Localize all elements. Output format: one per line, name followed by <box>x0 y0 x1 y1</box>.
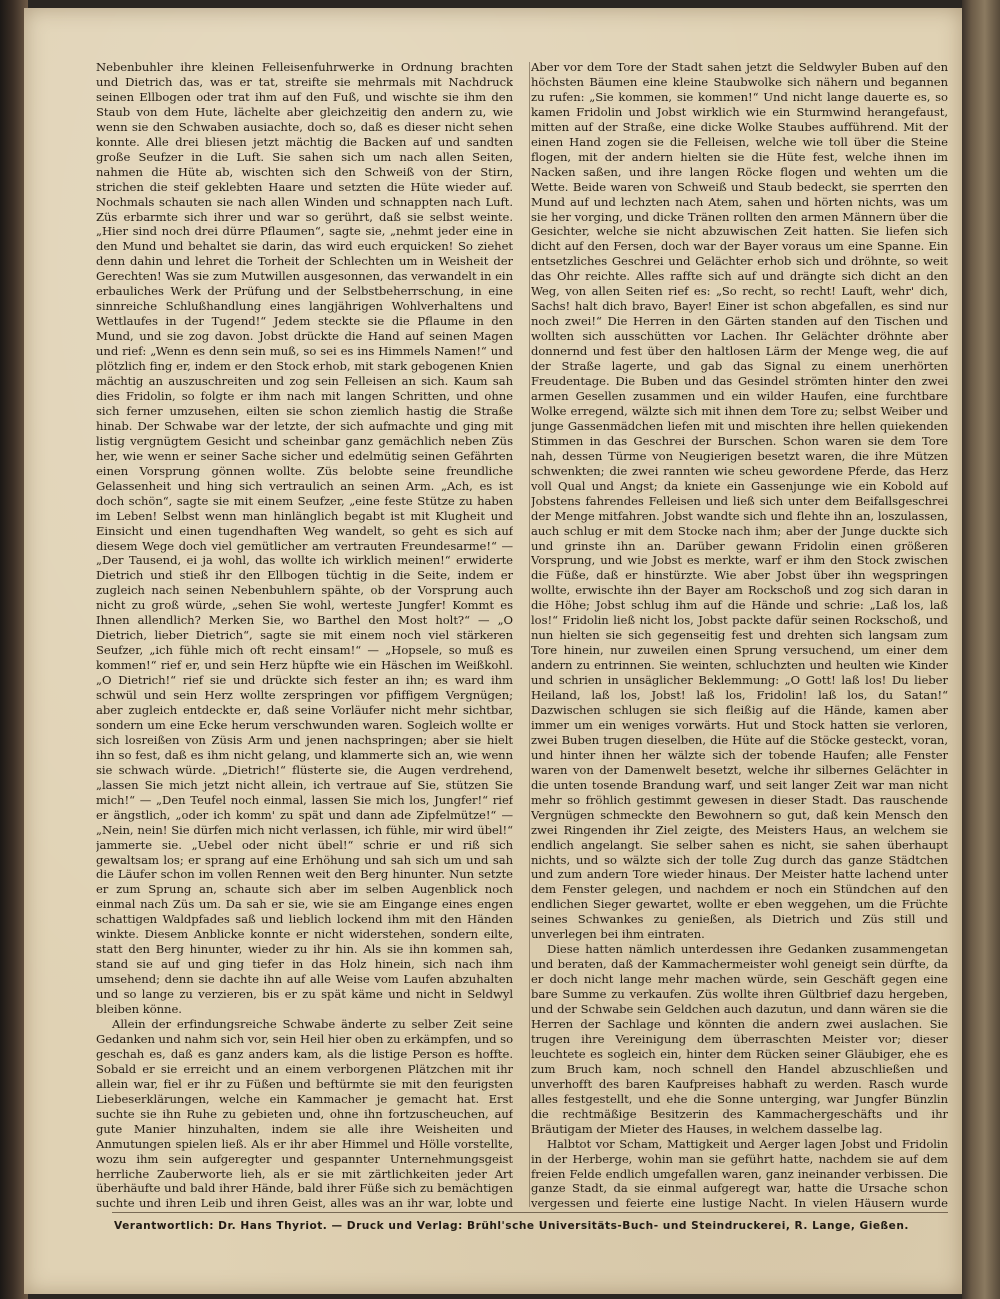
facing-page-edge <box>962 0 1000 1299</box>
right-column <box>531 60 948 1210</box>
right-paragraph-2: Diese hatten nämlich unterdessen ihre Gedanken zusammengetan und beraten, daß der Kammachermeister wohl geneigt sein dürfte, da er doch nicht lange mehr machen würde, sein Geschäft gegen eine bare Summe zu verkaufen. Züs wollte ihren Gültbrief dazu hergeben, und der Schwabe sein Geldchen auch dazutun, und dann wären sie die Herren der Sachlage und könnten die andern zwei auslachen. Sie trugen ihre Vereinigung dem überraschten Meister vor; dieser leuchtete es sogleich ein, hinter dem Rücken seiner Gläubiger, ehe es zum Bruch kam, noch schnell den Handel abzuschließen und unverhofft des baren Kaufpreises habhaft zu werden. Rasch wurde alles festgestellt, und ehe die Sonne unterging, war Jungfer Bünzlin die rechtmäßige Besitzerin des Kammachergeschäfts und ihr Bräutigam der Mieter des Hauses, in welchem dasselbe lag. <box>531 942 948 1136</box>
right-paragraph-1: Aber vor dem Tore der Stadt sahen jetzt die Seldwyler Buben auf den höchsten Bäumen eine kleine Staubwolke sich nähern und begannen zu rufen: „Sie kommen, sie kommen!“ Und nicht lange dauerte es, so kamen Fridolin und Jobst wirklich wie ein Sturmwind herangefaust, mitten auf der Straße, eine dicke Wolke Staubes aufführend. Mit der einen Hand zogen sie die Felleisen, welche wie toll über die Steine flogen, mit der andern hielten sie die Hüte fest, welche ihnen im Nacken saßen, und ihre langen Röcke flogen und wehten um die Wette. Beide waren von Schweiß und Staub bedeckt, sie sperrten den Mund auf und lechzten nach Atem, sahen und hörten nichts, was um sie her vorging, und dicke Tränen rollten den armen Männern über die Gesichter, welche sie nicht abzuwischen Zeit hatten. Sie liefen sich dicht auf den Fersen, doch war der Bayer voraus um eine Spanne. Ein entsetzliches Geschrei und Gelächter erhob sich und dröhnte, so weit das Ohr reichte. Alles raffte sich auf und drängte sich dicht an den Weg, von allen Seiten rief es: „So recht, so recht! Lauft, wehr' dich, Sachs! halt dich bravo, Bayer! Einer ist schon abgefallen, es sind nur noch zwei!“ Die Herren in den Gärten standen auf den Tischen und wollten sich ausschütten vor Lachen. Ihr Gelächter dröhnte aber donnernd und fest über den haltlosen Lärm der Menge weg, die auf der Straße lagerte, und gab das Signal zu einem unerhörten Freudentage. Die Buben und das Gesindel strömten hinter den zwei armen Gesellen zusammen und ein wilder Haufen, eine furchtbare Wolke erregend, wälzte sich mit ihnen dem Tore zu; selbst Weiber und junge Gassenmädchen liefen mit und mischten ihre hellen quiekenden Stimmen in das Geschrei der Burschen. Schon waren sie dem Tore nah, dessen Türme von Neugierigen besetzt waren, die ihre Mützen schwenkten; die zwei rannten wie scheu gewordene Pferde, das Herz voll Qual und Angst; da kniete ein Gassenjunge wie ein Kobold auf Jobstens fahrendes Felleisen und ließ sich unter dem Beifallsgeschrei der Menge mitfahren. Jobst wandte sich und flehte ihn an, loszulassen, auch schlug er mit dem Stocke nach ihm; aber der Junge duckte sich und grinste ihn an. Darüber gewann Fridolin einen größeren Vorsprung, und wie Jobst es merkte, warf er ihm den Stock zwischen die Füße, daß er hinstürzte. Wie aber Jobst über ihn wegspringen wollte, erwischte ihn der Bayer am Rockschoß und zog sich daran in die Höhe; Jobst schlug ihm auf die Hände und schrie: „Laß los, laß los!“ Fridolin ließ nicht los, Jobst packte dafür seinen Rockschoß, und nun hielten sie sich gegenseitig fest und drehten sich langsam zum Tore hinein, nur zuweilen einen Sprung versuchend, um einer dem andern zu entrinnen. Sie weinten, schluchzten und heulten wie Kinder und schrien in unsäglicher Beklemmung: „O Gott! laß los! Du lieber Heiland, laß los, Jobst! laß los, Fridolin! laß los, du Satan!“ Dazwischen schlugen sie sich fleißig auf die Hände, kamen aber immer um ein weniges vorwärts. Hut und Stock hatten sie verloren, zwei Buben trugen dieselben, die Hüte auf die Stöcke gesteckt, voran, und hinter ihnen her wälzte sich der tobende Haufen; alle Fenster waren von der Damenwelt besetzt, welche ihr silbernes Gelächter in die unten tosende Brandung warf, und seit langer Zeit war man nicht mehr so fröhlich gestimmt gewesen in dieser Stadt. Das rauschende Vergnügen schmeckte den Bewohnern so gut, daß kein Mensch den zwei Ringenden ihr Ziel zeigte, des Meisters Haus, an welchem sie endlich angelangt. Sie selber sahen es nicht, sie sahen überhaupt nichts, und so wälzte sich der tolle Zug durch das ganze Städtchen und zum andern Tore wieder hinaus. Der Meister hatte lachend unter dem Fenster gelegen, und nachdem er noch ein Stündchen auf den endlichen Sieger gewartet, wollte er eben weggehen, um die Früchte seines Schwankes zu genießen, als Dietrich und Züs still und unverlegen bei ihm eintraten. <box>531 60 948 942</box>
left-paragraph-2: Allein der erfindungsreiche Schwabe änderte zu selber Zeit seine Gedanken und nahm sich vor, sein Heil hier oben zu erkämpfen, und so geschah es, daß es ganz anders kam, als die listige Person es hoffte. Sobald er sie erreicht und an einem verborgenen Plätzchen mit ihr allein war, fiel er ihr zu Füßen und beftürmte sie mit den feurigsten Liebeserklärungen, welche ein Kammacher je gemacht hat. Erst suchte sie ihn Ruhe zu gebieten und, ohne ihn fortzuscheuchen, auf gute Manier hinzuhalten, indem sie alle ihre Weisheiten und Anmutungen spielen ließ. Als er ihr aber Himmel und Hölle vorstellte, wozu ihm sein aufgeregter und gespannter Unternehmungsgeist herrliche Zauberworte lieh, als er sie mit zärtlichkeiten jeder Art überhäufte und bald ihrer Hände, bald ihrer Füße sich zu bemächtigen suchte und ihren Leib und ihren Geist, alles was an ihr war, lobte und <box>96 1017 513 1210</box>
left-paragraph-1: Nebenbuhler ihre kleinen Felleisenfuhrwerke in Ordnung brachten und Dietrich das, was er tat, streifte sie mehrmals mit Nachdruck seinen Ellbogen oder trat ihm auf den Fuß, und wischte sie ihm den Staub von dem Hute, lächelte aber gleichzeitig den andern zu, wie wenn sie den Schwaben ausiachte, doch so, daß es dieser nicht sehen konnte. Alle drei bliesen jetzt mächtig die Backen auf und sandten große Seufzer in die Luft. Sie sahen sich um nach allen Seiten, nahmen die Hüte ab, wischten sich den Schweiß von der Stirn, strichen die steif geklebten Haare und setzten die Hüte wieder auf. Nochmals schauten sie nach allen Winden und schnappten nach Luft. Züs erbarmte sich ihrer und war so gerührt, daß sie selbst weinte. „Hier sind noch drei dürre Pflaumen“, sagte sie, „nehmt jeder eine in den Mund und behaltet sie darin, das wird euch erquicken! So ziehet denn dahin und lehret die Torheit der Schlechten um in Weisheit der Gerechten! Was sie zum Mutwillen ausgesonnen, das verwandelt in ein erbauliches Werk der Prüfung und der Selbstbeherrschung, in eine sinnreiche Schlußhandlung eines langjährigen Wohlverhaltens und Wettlaufes in der Tugend!“ Jedem steckte sie die Pflaume in den Mund, und sie zog davon. Jobst drückte die Hand auf seinen Magen und rief: „Wenn es denn sein muß, so sei es ins Himmels Namen!“ und plötzlich fing er, indem er den Stock erhob, mit stark gebogenen Knien mächtig an auszuschreiten und zog sein Felleisen an sich. Kaum sah dies Fridolin, so folgte er ihm nach mit langen Schritten, und ohne sich ferner umzusehen, eilten sie schon ziemlich hastig die Straße hinab. Der Schwabe war der letzte, der sich aufmachte und ging mit listig vergnügtem Gesicht und scheinbar ganz gemächlich neben Züs her, wie wenn er seiner Sache sicher und edelmütig seinen Gefährten einen Vorsprung gönnen wollte. Züs belobte seine freundliche Gelassenheit und hing sich vertraulich an seinen Arm. „Ach, es ist doch schön“, sagte sie mit einem Seufzer, „eine feste Stütze zu haben im Leben! Selbst wenn man hinlänglich begabt ist mit Klugheit und Einsicht und einen tugendhaften Weg wandelt, so geht es sich auf diesem Wege doch viel gemütlicher am vertrauten Freundesarme!“ — „Der Tausend, ei ja wohl, das wollte ich wirklich meinen!“ erwiderte Dietrich und stieß ihr den Ellbogen tüchtig in die Seite, indem er zugleich nach seinen Nebenbuhlern spähte, ob der Vorsprung auch nicht zu groß würde, „sehen Sie wohl, werteste Jungfer! Kommt es Ihnen allendlich? Merken Sie, wo Barthel den Most holt?“ — „O Dietrich, lieber Dietrich“, sagte sie mit einem noch viel stärkeren Seufzer, „ich fühle mich oft recht einsam!“ — „Hopsele, so muß es kommen!“ rief er, und sein Herz hüpfte wie ein Häschen im Weißkohl. „O Dietrich!“ rief sie und drückte sich fester an ihn; es ward ihm schwül und sein Herz wollte zerspringen vor pfiffigem Vergnügen; aber zugleich entdeckte er, daß seine Vorläufer nicht mehr sichtbar, sondern um eine Ecke herum verschwunden waren. Sogleich wollte er sich losreißen von Züsis Arm und jenen nachspringen; aber sie hielt ihn so fest, daß es ihm nicht gelang, und klammerte sich an, wie wenn sie schwach würde. „Dietrich!“ flüsterte sie, die Augen verdrehend, „lassen Sie mich jetzt nicht allein, ich vertraue auf Sie, stützen Sie mich!“ — „Den Teufel noch einmal, lassen Sie mich los, Jungfer!“ rief er ängstlich, „oder ich komm' zu spät und dann ade Zipfelmütze!“ — „Nein, nein! Sie dürfen mich nicht verlassen, ich fühle, mir wird übel!“ jammerte sie. „Uebel oder nicht übel!“ schrie er und riß sich gewaltsam los; er sprang auf eine Erhöhung und sah sich um und sah die Läufer schon im vollen Rennen weit den Berg hinunter. Nun setzte er zum Sprung an, schaute sich aber im selben Augenblick noch einmal nach Züs um. Da sah er sie, wie sie am Eingange eines engen schattigen Waldpfades saß und lieblich lockend ihm mit den Händen winkte. Diesem Anblicke konnte er nicht widerstehen, sondern eilte, statt den Berg hinunter, wieder zu ihr hin. Als sie ihn kommen sah, stand sie auf und ging tiefer in das Holz hinein, sich nach ihm umsehend; denn sie dachte ihn auf alle Weise vom Laufen abzuhalten und so lange zu verzieren, bis er zu spät käme und nicht in Seldwyl bleiben könne. <box>96 60 513 1017</box>
imprint-line: Verantwortlich: Dr. Hans Thyriot. — Druck und Verlag: Brühl'sche Universitäts-Buch- und Steindruckerei, R. Lange, Gießen. <box>114 1220 909 1232</box>
footer-rule <box>112 1212 948 1213</box>
text-columns <box>96 60 948 1210</box>
left-column <box>96 60 513 1210</box>
right-paragraph-3: Halbtot vor Scham, Mattigkeit und Aerger lagen Jobst und Fridolin in der Herberge, wohin man sie geführt hatte, nachdem sie auf dem freien Felde endlich umgefallen waren, ganz ineinander verbissen. Die ganze Stadt, da sie einmal aufgeregt war, hatte die Ursache schon vergessen und feierte eine lustige Nacht. In vielen Häusern wurde <box>531 1136 948 1210</box>
